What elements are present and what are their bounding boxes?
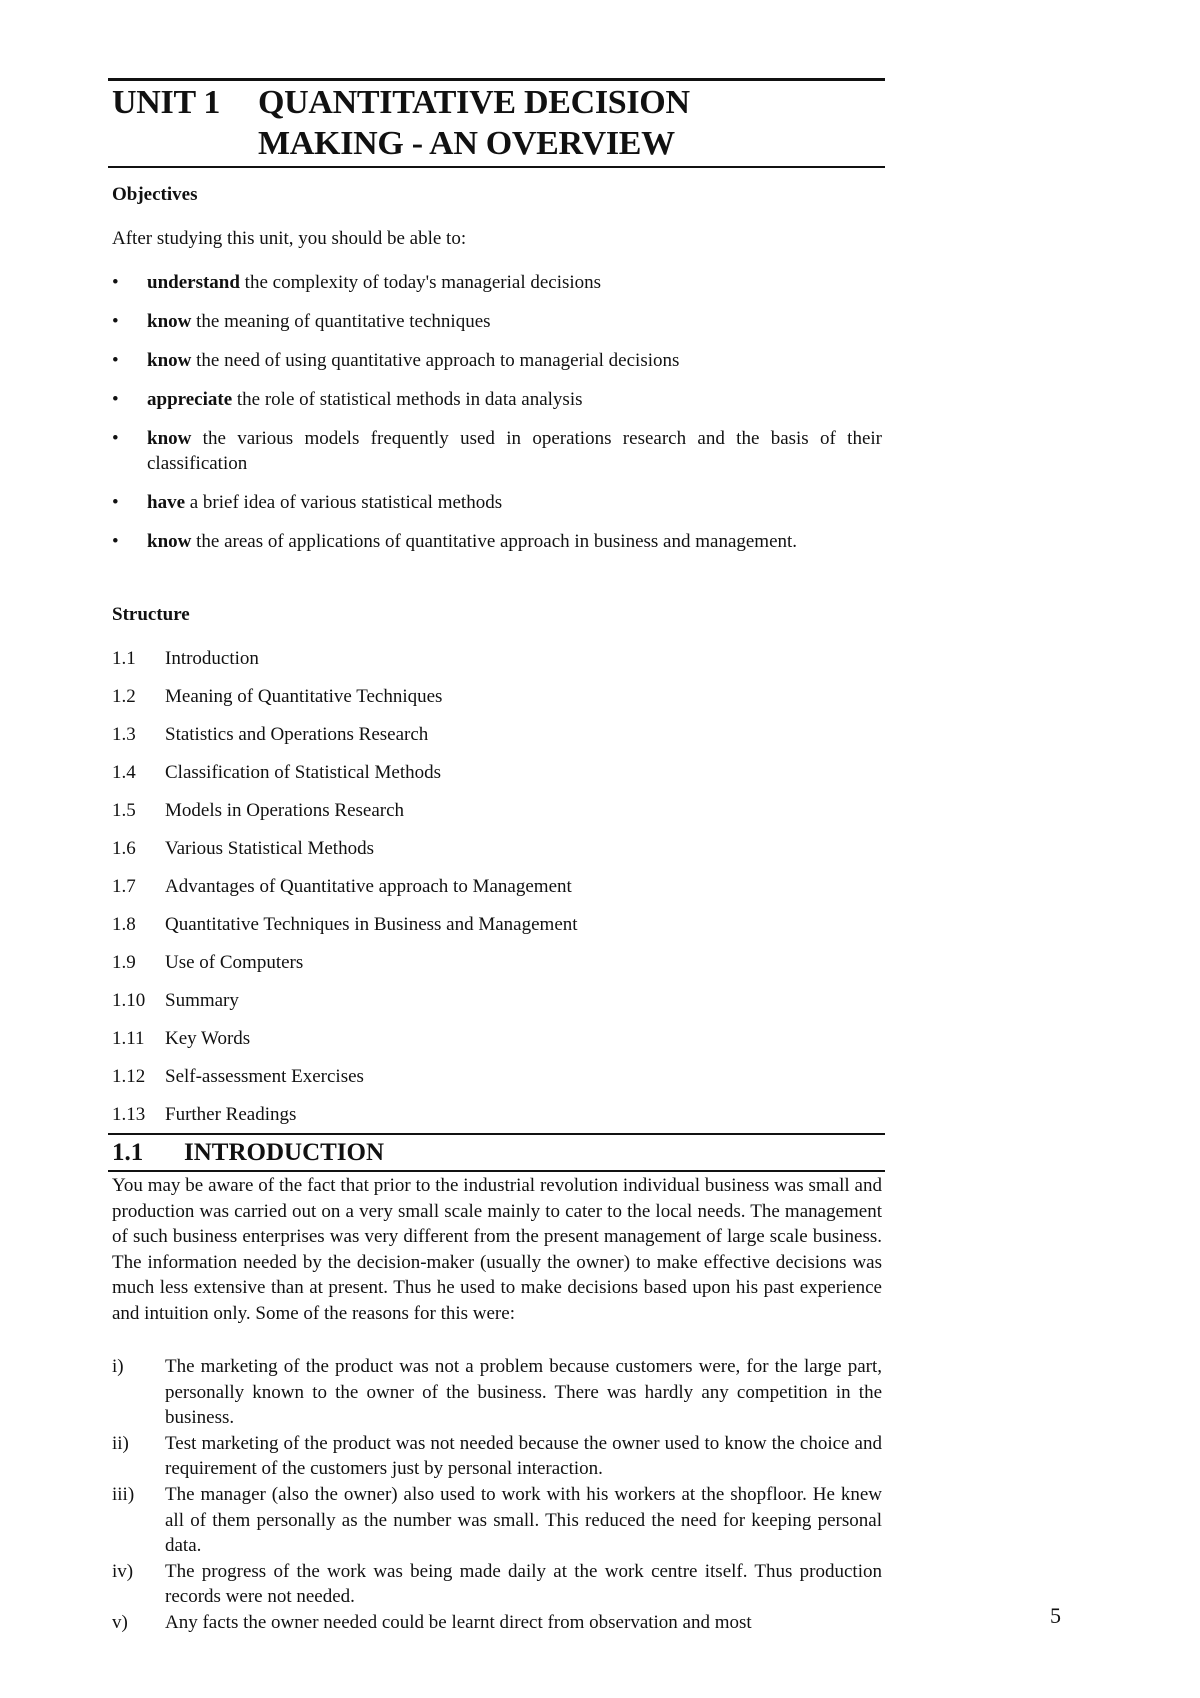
section-number: 1.1	[112, 1139, 144, 1166]
unit-title-line-1: QUANTITATIVE DECISION	[258, 84, 690, 121]
objective-item: • appreciate the role of statistical methods in data analysis	[112, 389, 583, 410]
structure-list	[112, 646, 812, 1140]
reason-item: iv) The progress of the work was being made daily at the work centre itself. Thus production records were not needed.	[112, 1560, 882, 1608]
structure-item: 1.7 Advantages of Quantitative approach to Management	[112, 876, 572, 897]
reason-item: v) Any facts the owner needed could be learnt direct from observation and most	[112, 1611, 752, 1633]
objectives-heading: Objectives	[112, 184, 198, 205]
objective-item: • know the meaning of quantitative techniques	[112, 311, 491, 332]
title-top-rule	[108, 78, 885, 81]
introduction-paragraph: You may be aware of the fact that prior to the industrial revolution individual business was small and production was carried out on a very small scale mainly to cater to the local needs. The management of such business enterprises was very different from the present management of large scale business. The information needed by the decision-maker (usually the owner) to make effective decisions was much less extensive than at present. Thus he used to make decisions based upon his past experience and intuition only. Some of the reasons for this were:	[112, 1175, 882, 1324]
structure-item: 1.9 Use of Computers	[112, 952, 304, 973]
structure-item: 1.2 Meaning of Quantitative Techniques	[112, 686, 443, 707]
objectives-list	[112, 270, 882, 568]
objective-item: • know the areas of applications of quantitative approach in business and management.	[112, 531, 798, 552]
objectives-intro: After studying this unit, you should be able to:	[112, 228, 467, 249]
objective-item: • know the various models frequently used in operations research and the basis of their classification	[112, 428, 882, 474]
structure-heading: Structure	[112, 604, 190, 625]
reasons-list	[112, 1354, 882, 1636]
structure-item: 1.8 Quantitative Techniques in Business and Management	[112, 914, 578, 935]
title-bottom-rule	[108, 166, 885, 168]
objective-item: • know the need of using quantitative approach to managerial decisions	[112, 350, 680, 371]
section-bottom-rule	[108, 1170, 885, 1172]
unit-number: UNIT 1	[112, 84, 221, 121]
section-top-rule	[108, 1133, 885, 1135]
structure-item: 1.3 Statistics and Operations Research	[112, 724, 429, 745]
section-title: INTRODUCTION	[184, 1139, 385, 1166]
structure-item: 1.13 Further Readings	[112, 1104, 297, 1125]
structure-item: 1.5 Models in Operations Research	[112, 800, 405, 821]
page-number: 5	[1050, 1603, 1061, 1628]
objective-item: • understand the complexity of today's managerial decisions	[112, 272, 602, 293]
structure-item: 1.1 Introduction	[112, 648, 259, 669]
structure-item: 1.4 Classification of Statistical Methods	[112, 762, 441, 783]
reason-item: i) The marketing of the product was not a problem because customers were, for the large part, personally known to the owner of the business. There was hardly any competition in the business.	[112, 1356, 882, 1429]
reason-item: ii) Test marketing of the product was not needed because the owner used to know the choice and requirement of the customers just by personal interaction.	[112, 1432, 882, 1480]
structure-item: 1.10 Summary	[112, 990, 239, 1011]
structure-item: 1.6 Various Statistical Methods	[112, 838, 374, 859]
structure-item: 1.11 Key Words	[112, 1028, 251, 1049]
unit-title-line-2: MAKING - AN OVERVIEW	[258, 125, 675, 162]
objective-item: • have a brief idea of various statistical methods	[112, 492, 503, 513]
structure-item: 1.12 Self-assessment Exercises	[112, 1066, 364, 1087]
reason-item: iii) The manager (also the owner) also used to work with his workers at the shopfloor. He knew all of them personally as the number was small. This reduced the need for keeping personal data.	[112, 1483, 882, 1557]
